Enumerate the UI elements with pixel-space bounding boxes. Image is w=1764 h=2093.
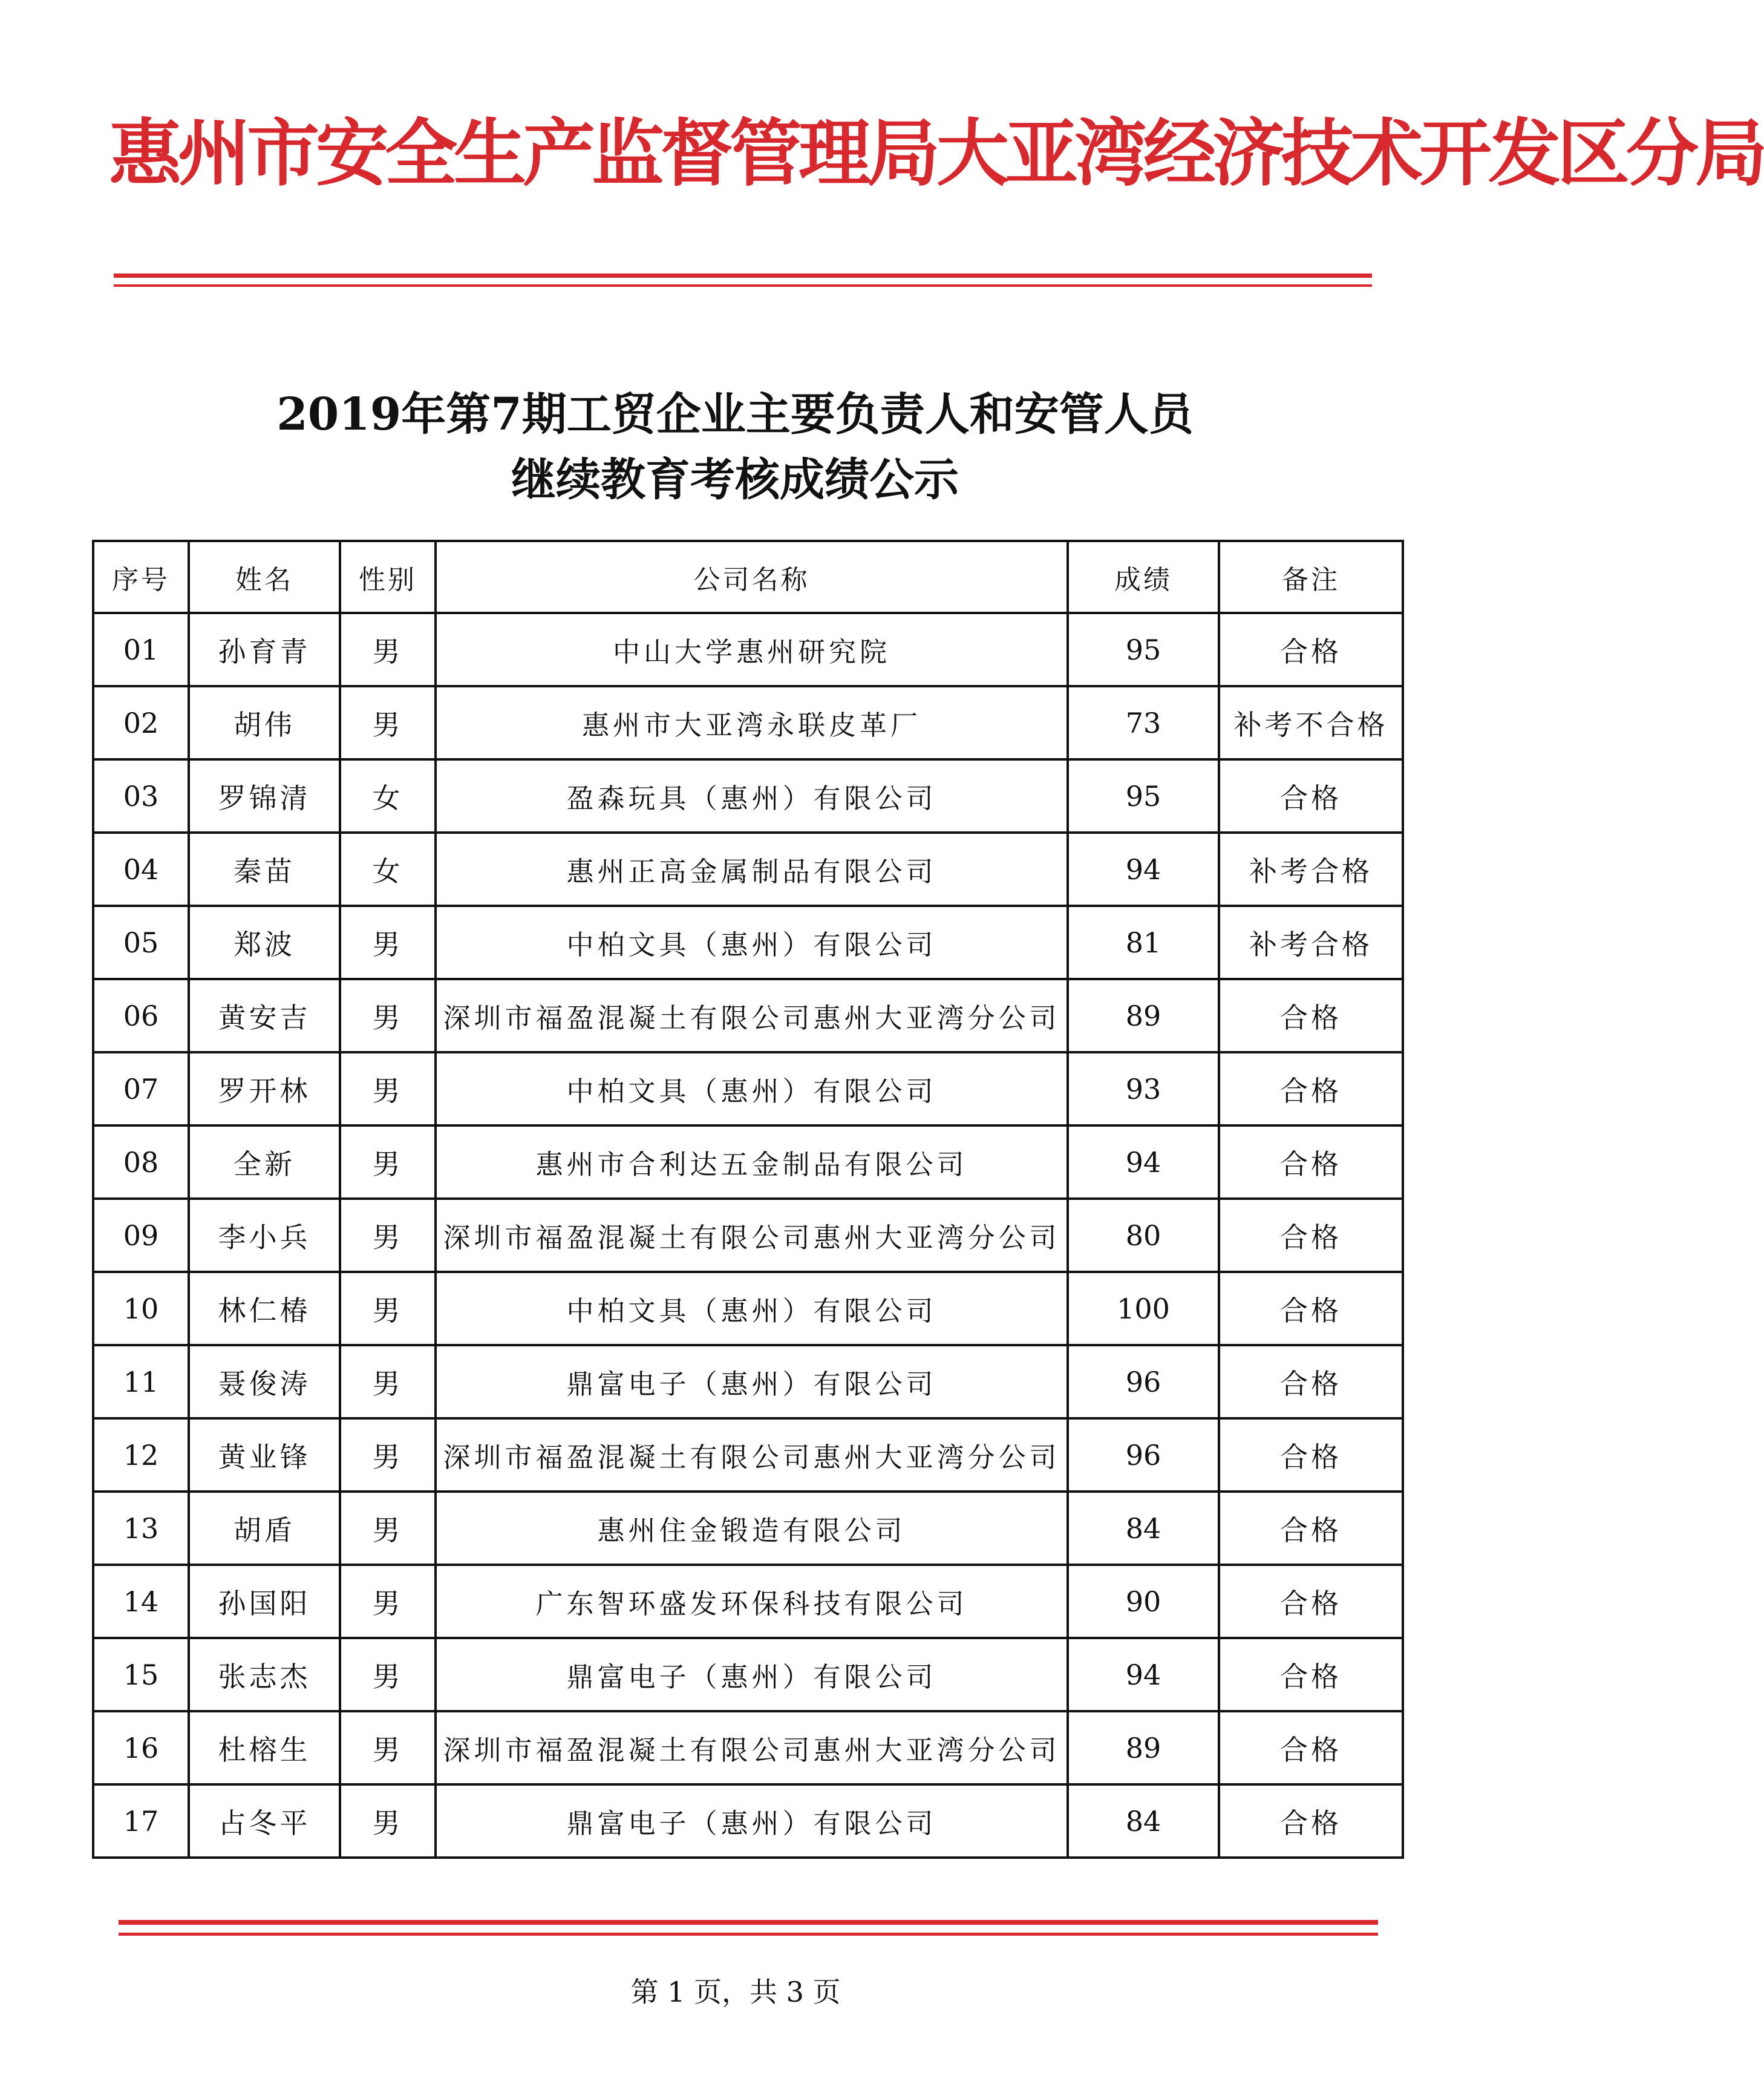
cell-note: 补考合格	[1219, 906, 1403, 979]
results-table-container	[92, 540, 1404, 1859]
cell-company: 深圳市福盈混凝土有限公司惠州大亚湾分公司	[436, 979, 1068, 1052]
cell-score: 73	[1068, 686, 1219, 759]
cell-note: 合格	[1219, 1052, 1403, 1125]
cell-sex: 男	[340, 1784, 436, 1858]
cell-note: 合格	[1219, 1199, 1403, 1272]
cell-sex: 男	[340, 979, 436, 1052]
header-sex: 性别	[340, 541, 436, 613]
header-company: 公司名称	[436, 541, 1068, 613]
cell-sex: 男	[340, 1199, 436, 1272]
cell-score: 93	[1068, 1052, 1219, 1125]
cell-seq: 01	[93, 613, 189, 686]
table-row	[93, 1711, 1403, 1784]
cell-note: 合格	[1219, 979, 1403, 1052]
document-title-line-2: 继续教育考核成绩公示	[511, 454, 959, 506]
table-row	[93, 1199, 1403, 1272]
cell-score: 96	[1068, 1345, 1219, 1418]
cell-seq: 10	[93, 1272, 189, 1345]
cell-sex: 男	[340, 1272, 436, 1345]
results-table	[92, 540, 1404, 1859]
cell-name: 黄安吉	[189, 979, 340, 1052]
cell-seq: 06	[93, 979, 189, 1052]
letterhead-organization-name: 惠州市安全生产监督管理局大亚湾经济技术开发区分局	[109, 112, 1764, 196]
cell-note: 合格	[1219, 1565, 1403, 1638]
page-number: 第 1 页，共 3 页	[630, 1976, 841, 2008]
cell-seq: 03	[93, 759, 189, 833]
cell-sex: 男	[340, 1565, 436, 1638]
footer-red-rule-thin	[119, 1933, 1378, 1936]
header-note: 备注	[1219, 541, 1403, 613]
header-name: 姓名	[189, 541, 340, 613]
cell-name: 占冬平	[189, 1784, 340, 1858]
header-score: 成绩	[1068, 541, 1219, 613]
cell-sex: 女	[340, 833, 436, 906]
cell-score: 90	[1068, 1565, 1219, 1638]
cell-company: 中柏文具（惠州）有限公司	[436, 1272, 1068, 1345]
cell-score: 96	[1068, 1418, 1219, 1492]
table-row	[93, 979, 1403, 1052]
cell-name: 黄业锋	[189, 1418, 340, 1492]
cell-seq: 12	[93, 1418, 189, 1492]
cell-note: 合格	[1219, 1784, 1403, 1858]
cell-note: 合格	[1219, 759, 1403, 833]
cell-sex: 男	[340, 1418, 436, 1492]
table-row	[93, 1345, 1403, 1418]
cell-sex: 男	[340, 613, 436, 686]
table-row	[93, 1125, 1403, 1199]
cell-score: 100	[1068, 1272, 1219, 1345]
cell-sex: 男	[340, 1492, 436, 1565]
cell-seq: 07	[93, 1052, 189, 1125]
table-row	[93, 833, 1403, 906]
cell-score: 95	[1068, 759, 1219, 833]
cell-company: 中柏文具（惠州）有限公司	[436, 1052, 1068, 1125]
cell-name: 胡伟	[189, 686, 340, 759]
cell-company: 中柏文具（惠州）有限公司	[436, 906, 1068, 979]
cell-seq: 05	[93, 906, 189, 979]
cell-note: 合格	[1219, 1345, 1403, 1418]
cell-sex: 男	[340, 1125, 436, 1199]
table-row	[93, 759, 1403, 833]
cell-score: 94	[1068, 1125, 1219, 1199]
table-header-row	[93, 541, 1403, 613]
cell-company: 惠州住金锻造有限公司	[436, 1492, 1068, 1565]
cell-name: 张志杰	[189, 1638, 340, 1711]
cell-note: 补考不合格	[1219, 686, 1403, 759]
table-row	[93, 1565, 1403, 1638]
cell-name: 孙育青	[189, 613, 340, 686]
cell-note: 合格	[1219, 1418, 1403, 1492]
table-body	[93, 613, 1403, 1858]
cell-sex: 男	[340, 906, 436, 979]
cell-seq: 15	[93, 1638, 189, 1711]
cell-name: 孙国阳	[189, 1565, 340, 1638]
table-row	[93, 1052, 1403, 1125]
cell-note: 补考合格	[1219, 833, 1403, 906]
cell-note: 合格	[1219, 1492, 1403, 1565]
table-row	[93, 1272, 1403, 1345]
cell-score: 81	[1068, 906, 1219, 979]
cell-company: 惠州正高金属制品有限公司	[436, 833, 1068, 906]
cell-name: 林仁椿	[189, 1272, 340, 1345]
cell-sex: 男	[340, 1345, 436, 1418]
cell-seq: 16	[93, 1711, 189, 1784]
cell-company: 深圳市福盈混凝土有限公司惠州大亚湾分公司	[436, 1418, 1068, 1492]
cell-seq: 02	[93, 686, 189, 759]
letterhead-red-rule-thin	[114, 284, 1372, 287]
cell-company: 深圳市福盈混凝土有限公司惠州大亚湾分公司	[436, 1199, 1068, 1272]
cell-sex: 男	[340, 1638, 436, 1711]
cell-company: 广东智环盛发环保科技有限公司	[436, 1565, 1068, 1638]
header-seq: 序号	[93, 541, 189, 613]
cell-sex: 女	[340, 759, 436, 833]
table-row	[93, 613, 1403, 686]
cell-seq: 17	[93, 1784, 189, 1858]
cell-score: 89	[1068, 979, 1219, 1052]
cell-name: 郑波	[189, 906, 340, 979]
document-title-line-1: 2019年第7期工贸企业主要负责人和安管人员	[276, 388, 1194, 441]
cell-score: 89	[1068, 1711, 1219, 1784]
cell-company: 鼎富电子（惠州）有限公司	[436, 1784, 1068, 1858]
cell-note: 合格	[1219, 1272, 1403, 1345]
cell-score: 84	[1068, 1784, 1219, 1858]
cell-name: 秦苗	[189, 833, 340, 906]
cell-note: 合格	[1219, 613, 1403, 686]
table-row	[93, 686, 1403, 759]
letterhead-red-rule-thick	[114, 273, 1372, 278]
cell-seq: 04	[93, 833, 189, 906]
cell-score: 94	[1068, 833, 1219, 906]
table-row	[93, 1638, 1403, 1711]
cell-company: 盈森玩具（惠州）有限公司	[436, 759, 1068, 833]
cell-note: 合格	[1219, 1638, 1403, 1711]
cell-seq: 08	[93, 1125, 189, 1199]
cell-score: 80	[1068, 1199, 1219, 1272]
table-row	[93, 1418, 1403, 1492]
cell-score: 84	[1068, 1492, 1219, 1565]
cell-company: 惠州市大亚湾永联皮革厂	[436, 686, 1068, 759]
cell-seq: 13	[93, 1492, 189, 1565]
cell-sex: 男	[340, 686, 436, 759]
cell-seq: 14	[93, 1565, 189, 1638]
cell-score: 94	[1068, 1638, 1219, 1711]
cell-seq: 11	[93, 1345, 189, 1418]
table-row	[93, 906, 1403, 979]
cell-note: 合格	[1219, 1125, 1403, 1199]
cell-score: 95	[1068, 613, 1219, 686]
cell-company: 鼎富电子（惠州）有限公司	[436, 1638, 1068, 1711]
footer-red-rule-thick	[119, 1920, 1378, 1925]
cell-name: 聂俊涛	[189, 1345, 340, 1418]
cell-company: 中山大学惠州研究院	[436, 613, 1068, 686]
cell-name: 李小兵	[189, 1199, 340, 1272]
cell-name: 胡盾	[189, 1492, 340, 1565]
cell-sex: 男	[340, 1711, 436, 1784]
cell-name: 杜榕生	[189, 1711, 340, 1784]
cell-note: 合格	[1219, 1711, 1403, 1784]
cell-company: 鼎富电子（惠州）有限公司	[436, 1345, 1068, 1418]
cell-name: 罗锦清	[189, 759, 340, 833]
cell-sex: 男	[340, 1052, 436, 1125]
table-row	[93, 1492, 1403, 1565]
cell-name: 全新	[189, 1125, 340, 1199]
table-row	[93, 1784, 1403, 1858]
cell-name: 罗开林	[189, 1052, 340, 1125]
cell-company: 深圳市福盈混凝土有限公司惠州大亚湾分公司	[436, 1711, 1068, 1784]
cell-seq: 09	[93, 1199, 189, 1272]
cell-company: 惠州市合利达五金制品有限公司	[436, 1125, 1068, 1199]
